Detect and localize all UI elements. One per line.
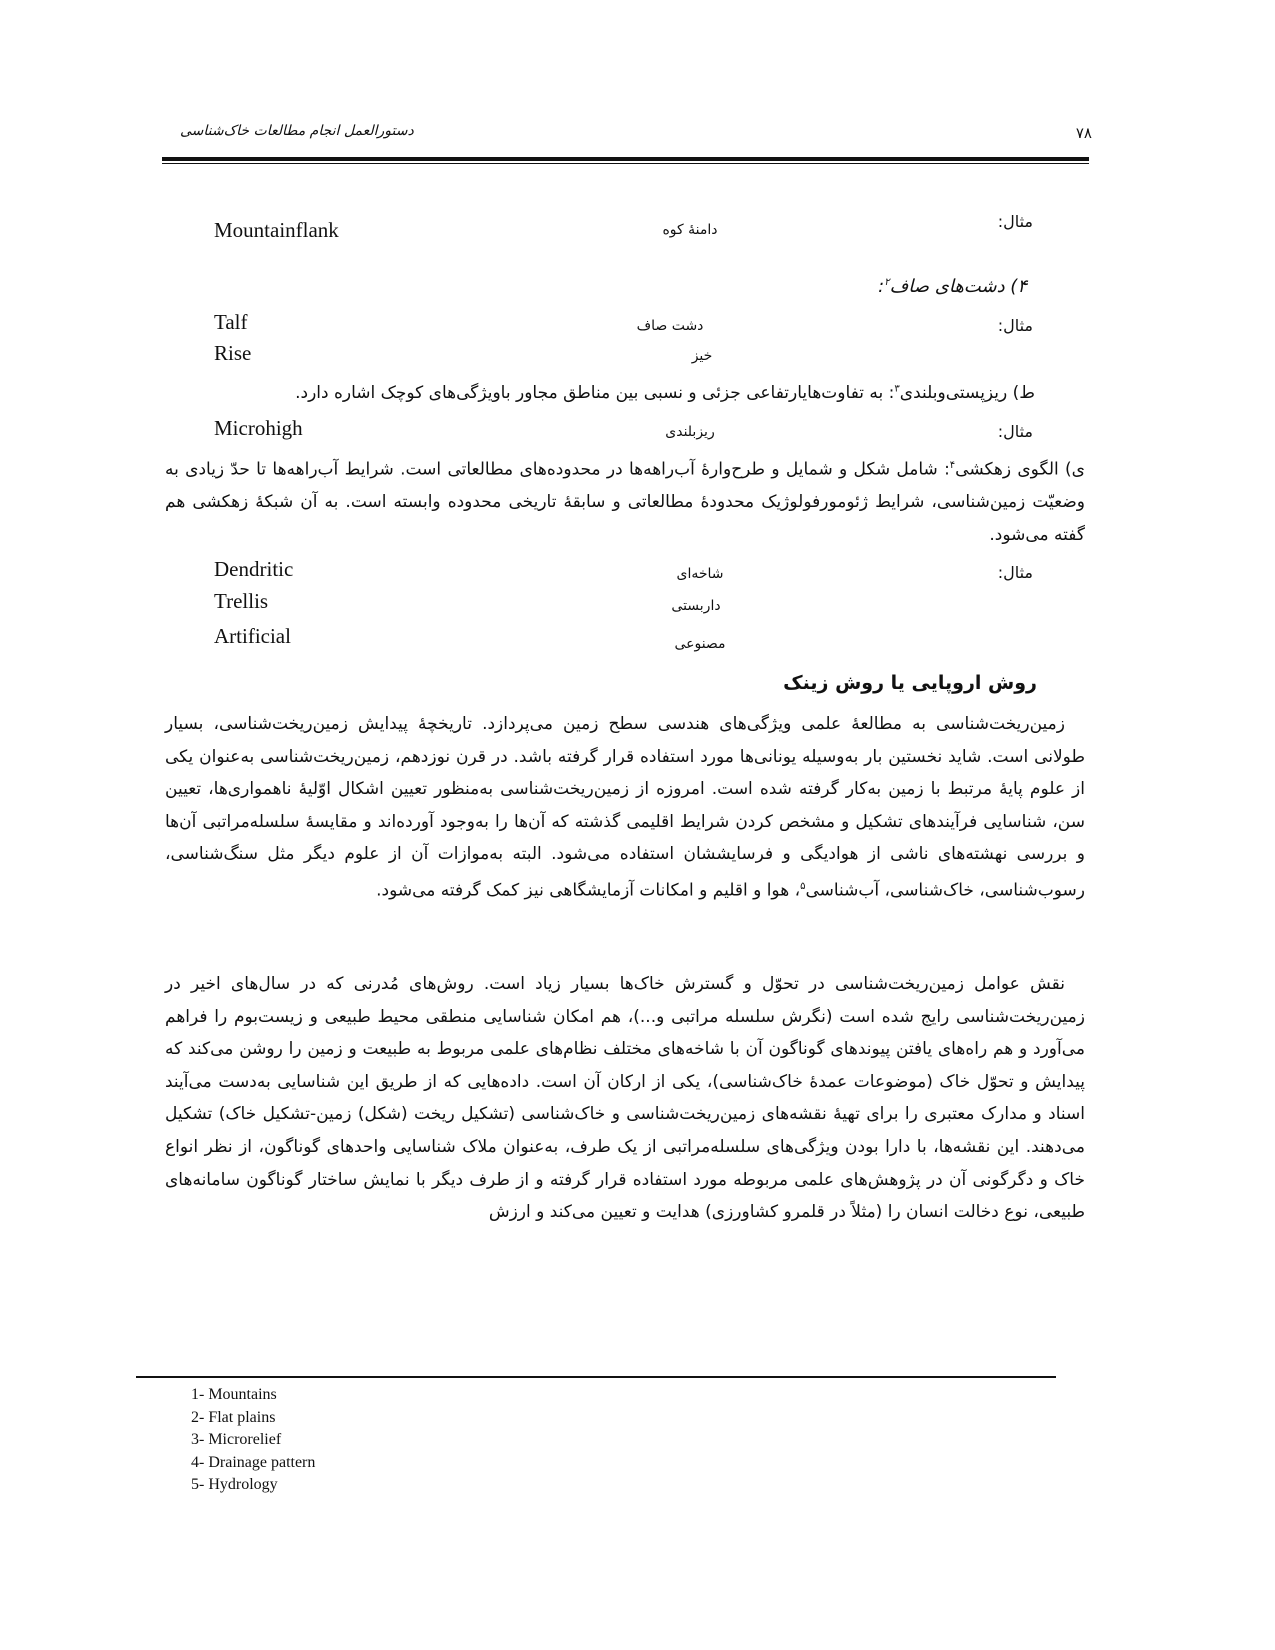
- paragraph-text: زمین‌ریخت‌شناسی به مطالعهٔ علمی ویژگی‌های هندسی سطح زمین می‌پردازد. تاریخچهٔ پیدایش زمین‌ریخت‌شناسی، بسیار طولانی است. شاید نخستین بار به‌وسیله یونانی‌ها مورد استفاده قرار گرفته باشد. در قرن نوزدهم، زمین‌ریخت‌شناسی به‌عنوان یکی از علوم پایهٔ مرتبط با زمین به‌کار گرفته شده است. امروزه از زمین‌ریخت‌شناسی به‌منظور تعیین اشکال اوّلیهٔ ناهمواری‌ها، تعیین سن، شناسایی فرآیندهای تشکیل و مشخص کردن شرایط اقلیمی گذشته که آن‌ها را به‌وجود آورده‌اند و مقایسهٔ سلسله‌مراتبی آن‌ها و بررسی نهشته‌های ناشی از هوادیگی و فرسایششان استفاده می‌شود. البته به‌موازات آن از علوم دیگر مثل سنگ‌شناسی، رسوب‌شناسی، خاک‌شناسی، آب‌شناسی: [165, 714, 1085, 901]
- example-label: مثال:: [997, 212, 1033, 231]
- header-rule-thin: [162, 163, 1089, 164]
- example-en-term: Talf: [214, 310, 248, 334]
- running-header-title: دستورالعمل انجام مطالعات خاک‌شناسی: [180, 123, 414, 139]
- example-label: مثال:: [997, 316, 1033, 335]
- footnote-ref: ۲: [884, 277, 890, 288]
- footnote-separator: [136, 1376, 1056, 1378]
- example-en-term: Microhigh: [214, 416, 303, 440]
- body-paragraph: نقش عوامل زمین‌ریخت‌شناسی در تحوّل و گسترش خاک‌ها بسیار زیاد است. روش‌های مُدرنی که در سال‌های اخیر در زمین‌ریخت‌شناسی رایج شده است (نگرش سلسله مراتبی و...)، هم امکان شناسایی منطقی محیط طبیعی و زیست‌بوم را فراهم می‌آورد و هم راه‌های یافتن پیوندهای گوناگون آن با شاخه‌های مختلف نظام‌های علمی مربوط به طبیعت و زمین را روشن می‌کند که پیدایش و تحوّل خاک (موضوعات عمدهٔ خاک‌شناسی)، یکی از ارکان آن است. داده‌هایی که از طریق این شناسایی به‌دست می‌آیند اسناد و مدارک معتبری را برای تهیهٔ نقشه‌های زمین‌ریخت‌شناسی و خاک‌شناسی (تشکیل ریخت (شکل) زمین-تشکیل خاک) تشکیل می‌دهند. این نقشه‌ها، با دارا بودن ویژگی‌های سلسله‌مراتبی از یک طرف، به‌عنوان ملاک شناسایی واحدهای گوناگون، از نظر انواع خاک و دگرگونی آن در پژوهش‌های علمی مربوطه مورد استفاده قرار گرفته و از طرف دیگر با نمایش ساختار گوناگون سامانه‌های طبیعی، نوع دخالت انسان را (مثلاً در قلمرو کشاورزی) هدایت و تعیین می‌کند و ارزش: [165, 974, 1085, 1223]
- paragraph-microrelief: [295, 383, 1035, 403]
- paragraph-drainage: [165, 450, 1085, 551]
- paragraph-lead: ی) الگوی زهکشی: [955, 459, 1085, 480]
- example-fa-term: ریزبلندی: [665, 424, 715, 440]
- paragraph-text: : شامل شکل و شمایل و طرح‌وارهٔ آب‌راهه‌ها در محدوده‌های مطالعاتی است. شرایط آب‌راهه‌ها تا حدّ زیادی به وضعیّت زمین‌شناسی، شرایط ژئومورفولوژیک محدودهٔ مطالعاتی و سابقهٔ تاریخی محدوده وابسته است. به آن شبکهٔ زهکشی هم گفته می‌شود.: [165, 459, 1085, 545]
- example-fa-term: خیز: [691, 348, 713, 364]
- body-paragraph: [165, 708, 1085, 907]
- example-fa-term: شاخه‌ای: [676, 566, 724, 582]
- section-heading: روش اروپایی یا روش زینک: [783, 672, 1037, 694]
- example-en-term: Dendritic: [214, 557, 294, 581]
- footnote: 1- Mountains: [191, 1386, 277, 1403]
- example-en-term: Artificial: [214, 624, 291, 648]
- header-rule-thick: [162, 157, 1089, 161]
- example-fa-term: دشت صاف: [636, 318, 704, 334]
- example-fa-term: داربستی: [671, 598, 721, 614]
- list-item-heading-text: ۴) دشت‌های صاف: [889, 276, 1027, 297]
- example-fa-term: مصنوعی: [674, 636, 726, 652]
- example-fa-term: دامنهٔ کوه: [662, 222, 718, 238]
- example-en-term: Rise: [214, 341, 252, 365]
- example-en-term: Trellis: [214, 589, 269, 613]
- footnotes: [191, 1384, 315, 1497]
- footnote: 5- Hydrology: [191, 1476, 278, 1493]
- page-number: ۷۸: [1075, 124, 1092, 142]
- footnote: 2- Flat plains: [191, 1408, 276, 1426]
- footnote: 4- Drainage pattern: [191, 1453, 316, 1471]
- footnote: 3- Microrelief: [191, 1431, 282, 1448]
- footnote-ref: ۳: [894, 383, 900, 395]
- list-item-heading: [878, 276, 1027, 297]
- paragraph-text: ، هوا و اقلیم و امکانات آزمایشگاهی نیز کمک گرفته می‌شود.: [376, 880, 801, 901]
- example-label: مثال:: [997, 563, 1033, 582]
- paragraph-text: : به تفاوت‌هایارتفاعی جزئی و نسبی بین مناطق مجاور باویژگی‌های کوچک اشاره دارد.: [295, 383, 895, 403]
- example-en-term: Mountainflank: [214, 218, 339, 242]
- list-item-heading-suffix: :: [878, 276, 885, 297]
- example-label: مثال:: [997, 422, 1033, 441]
- footnote-ref: ۴: [949, 460, 956, 471]
- footnote-ref: ۵: [800, 880, 806, 892]
- paragraph-lead: ط) ریزپستی‌وبلندی: [899, 383, 1035, 403]
